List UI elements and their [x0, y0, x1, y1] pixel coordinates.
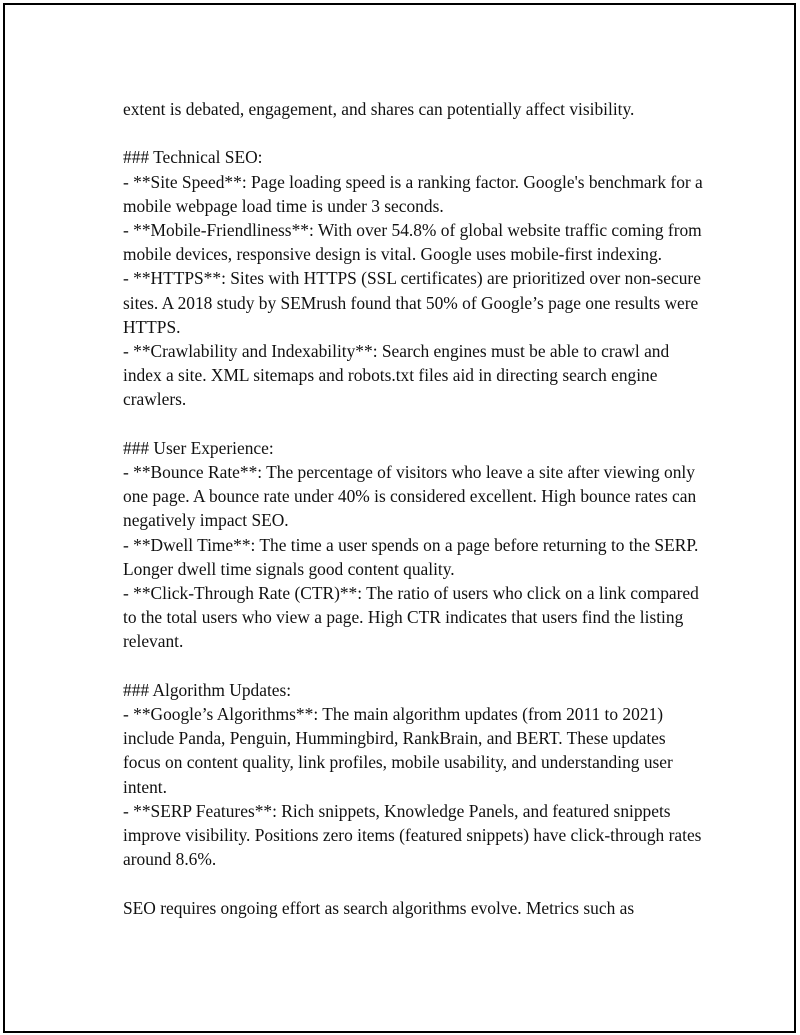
closing-paragraph: SEO requires ongoing effort as search algorithms evolve. Metrics such as [123, 897, 635, 918]
section-heading-technical-seo: ### Technical SEO: [123, 147, 263, 168]
section-heading-user-experience: ### User Experience: [123, 437, 274, 458]
list-item-crawlability: - **Crawlability and Indexability**: Search engines must be able to crawl and index a site. XML sitemaps and robots.txt files aid in directing search engine crawlers. [123, 341, 670, 410]
document-page [3, 3, 796, 1033]
list-item-mobile-friendliness: - **Mobile-Friendliness**: With over 54.8% of global website traffic coming from mobile devices, responsive design is vital. Google uses mobile-first indexing. [123, 220, 702, 265]
intro-paragraph: extent is debated, engagement, and shares can potentially affect visibility. [123, 99, 635, 119]
list-item-dwell-time: - **Dwell Time**: The time a user spends on a page before returning to the SERP. Longer dwell time signals good content quality. [123, 534, 699, 579]
list-item-ctr: - **Click-Through Rate (CTR)**: The ratio of users who click on a link compared to the total users who view a page. High CTR indicates that users find the listing relevant. [123, 583, 699, 652]
spacer [123, 412, 703, 436]
list-item-google-algorithms: - **Google’s Algorithms**: The main algorithm updates (from 2011 to 2021) include Panda, Penguin, Hummingbird, RankBrain, and BERT. These updates focus on content quality, link profiles, mobile usability, and understanding user intent. [123, 704, 673, 797]
spacer [123, 121, 703, 145]
document-body [123, 97, 703, 920]
list-item-bounce-rate: - **Bounce Rate**: The percentage of visitors who leave a site after viewing only one page. A bounce rate under 40% is considered excellent. High bounce rates can negatively impact SEO. [123, 462, 697, 531]
spacer [123, 871, 703, 895]
spacer [123, 654, 703, 678]
section-heading-algorithm-updates: ### Algorithm Updates: [123, 679, 292, 700]
list-item-serp-features: - **SERP Features**: Rich snippets, Knowledge Panels, and featured snippets improve visibility. Positions zero items (featured snippets) have click-through rates around 8.6%. [123, 800, 702, 870]
list-item-https: - **HTTPS**: Sites with HTTPS (SSL certificates) are prioritized over non-secure sites. A 2018 study by SEMrush found that 50% of Google’s page one results were HTTPS. [123, 268, 701, 337]
list-item-site-speed: - **Site Speed**: Page loading speed is a ranking factor. Google's benchmark for a mobile webpage load time is under 3 seconds. [123, 171, 703, 216]
